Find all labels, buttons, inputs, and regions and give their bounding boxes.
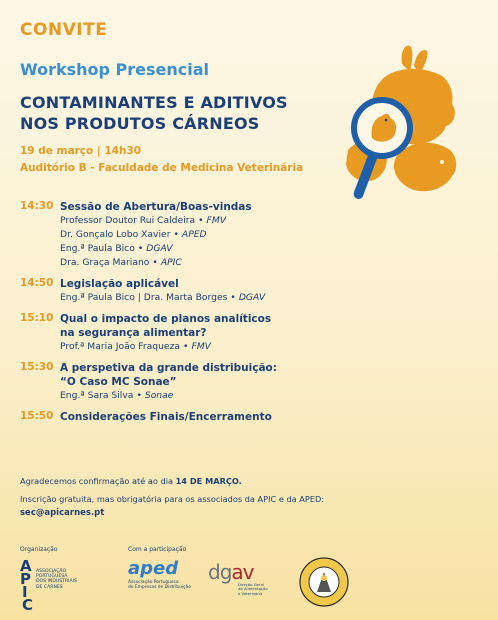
program-title: Qual o impacto de planos analíticos — [60, 313, 272, 325]
dgav-mark: dgav — [208, 560, 254, 584]
venue-place: Faculdade de Medicina Veterinária — [98, 162, 304, 174]
speaker: Professor Doutor Rui Caldeira • FMV — [60, 215, 227, 226]
fmv-seal-logo — [298, 556, 350, 608]
event-date: 19 de março | 14h30 — [20, 145, 142, 157]
speaker: Prof.ª Maria João Fraqueza • FMV — [60, 341, 211, 352]
organizer-label: Organização — [20, 546, 58, 553]
venue-room: Auditório B — [20, 162, 87, 174]
program-item — [20, 277, 490, 305]
invite-label: CONVITE — [20, 20, 108, 40]
title-line-2: NOS PRODUTOS CÁRNEOS — [20, 114, 260, 133]
program-item — [20, 312, 490, 354]
aped-logo — [128, 560, 198, 600]
program-title: Considerações Finais/Encerramento — [60, 411, 272, 423]
program-title-cont: “O Caso MC Sonae” — [60, 376, 177, 388]
program-title: A perspetiva da grande distribuição: — [60, 362, 277, 374]
event-title — [20, 92, 288, 134]
speaker: Dr. Gonçalo Lobo Xavier • APED — [60, 229, 207, 240]
program-title: Sessão de Abertura/Boas-vindas — [60, 201, 252, 213]
program-list — [20, 200, 490, 431]
dgav-logo — [208, 562, 278, 598]
confirmation-date: 14 DE MARÇO. — [175, 476, 242, 486]
program-item — [20, 361, 490, 403]
program-item — [20, 410, 490, 424]
program-time: 15:10 — [20, 312, 54, 324]
confirmation-note: Agradecemos confirmação até ao dia 14 DE MARÇO. — [20, 476, 242, 486]
registration-note: Inscrição gratuita, mas obrigatória para os associados da APIC e da APED: — [20, 494, 325, 504]
dgav-logo-text: Direção Geral de Alimentação e Veterinária — [238, 582, 268, 596]
title-line-1: CONTAMINANTES E ADITIVOS — [20, 93, 288, 112]
program-time: 14:50 — [20, 277, 54, 289]
program-title-cont: na segurança alimentar? — [60, 327, 207, 339]
event-venue — [20, 162, 303, 174]
participation-label: Com a participação — [128, 546, 187, 553]
apic-logo-text: ASSOCIAÇÃO PORTUGUESA DOS INDUSTRIAIS DE CARNES — [36, 569, 77, 590]
speaker: Eng.ª Paula Bico | Dra. Marta Borges • DGAV — [60, 292, 266, 303]
animals-magnifier-illustration — [330, 42, 460, 217]
aped-mark: aped — [128, 558, 179, 579]
speaker: Eng.ª Sara Silva • Sonae — [60, 390, 174, 401]
apic-logo — [20, 557, 100, 614]
speaker: Eng.ª Paula Bico • DGAV — [60, 243, 173, 254]
speaker: Dra. Graça Mariano • APIC — [60, 257, 182, 268]
rabbit-ear-icon — [402, 46, 413, 72]
apic-mark: AP IC — [20, 557, 34, 614]
program-title: Legislação aplicável — [60, 278, 179, 290]
contact-email-link[interactable]: sec@apicarnes.pt — [20, 508, 105, 518]
program-item — [20, 200, 490, 270]
event-type: Workshop Presencial — [20, 60, 210, 79]
program-time: 14:30 — [20, 200, 54, 212]
aped-logo-text: Associação Portuguesa de Empresas de Distribuição — [128, 580, 191, 590]
venue-separator: - — [90, 162, 95, 174]
program-time: 15:50 — [20, 410, 54, 422]
program-time: 15:30 — [20, 361, 54, 373]
